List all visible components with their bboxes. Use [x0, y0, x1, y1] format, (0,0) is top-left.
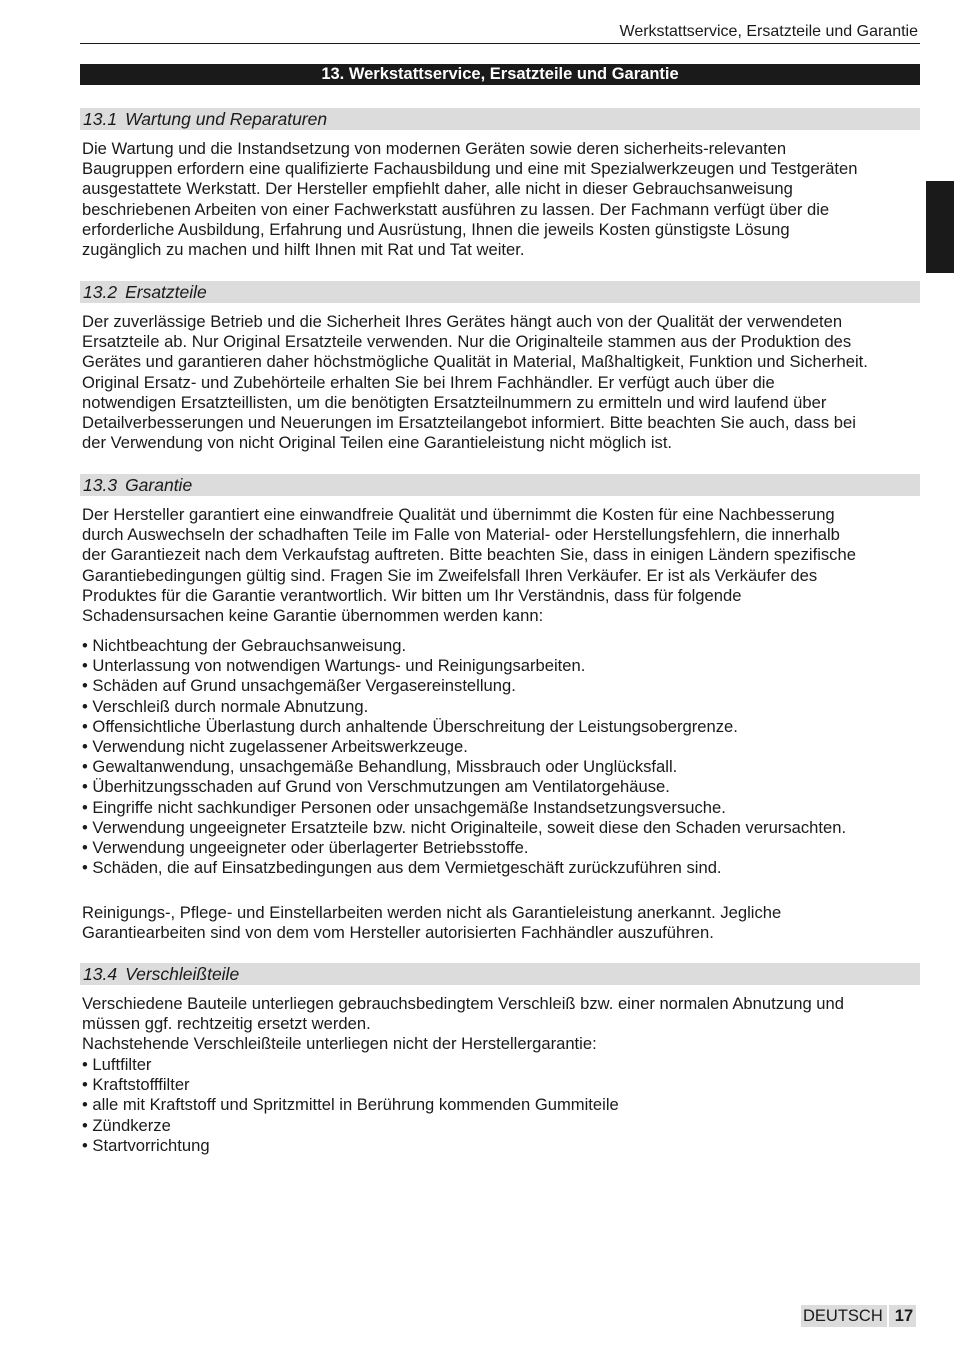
section-title: Verschleißteile	[125, 964, 240, 984]
list-item: • Luftfilter	[82, 1055, 922, 1075]
list-item: • Verwendung ungeeigneter Ersatzteile bzw. nicht Originalteile, soweit diese den Schaden verursachten.	[82, 818, 922, 838]
list-item: • Nichtbeachtung der Gebrauchsanweisung.	[82, 636, 922, 656]
list-item: • Zündkerze	[82, 1116, 922, 1136]
list-item: • alle mit Kraftstoff und Spritzmittel in Berührung kommenden Gummiteile	[82, 1095, 922, 1115]
page-number: 17	[889, 1305, 916, 1327]
list-item: • Eingriffe nicht sachkundiger Personen oder unsachgemäße Instandsetzungsversuche.	[82, 798, 922, 818]
running-header: Werkstattservice, Ersatzteile und Garantie	[619, 23, 918, 40]
section-title: Garantie	[125, 475, 193, 495]
page-footer	[801, 1305, 916, 1327]
section-number: 13.4	[83, 964, 118, 984]
list-item: • Offensichtliche Überlastung durch anhaltende Überschreitung der Leistungsobergrenze.	[82, 717, 922, 737]
list-item: • Schäden, die auf Einsatzbedingungen aus dem Vermietgeschäft zurückzuführen sind.	[82, 858, 922, 878]
verschleissteile-list	[82, 1055, 922, 1156]
section-title: Wartung und Reparaturen	[125, 109, 328, 129]
list-item: • Kraftstofffilter	[82, 1075, 922, 1095]
section-heading-ersatzteile	[80, 281, 920, 303]
list-item: • Startvorrichtung	[82, 1136, 922, 1156]
list-item: • Verschleiß durch normale Abnutzung.	[82, 697, 922, 717]
chapter-title: 13. Werkstattservice, Ersatzteile und Garantie	[80, 64, 920, 85]
section-number: 13.2	[83, 282, 118, 302]
section-heading-verschleissteile	[80, 963, 920, 985]
list-item: • Überhitzungsschaden auf Grund von Verschmutzungen am Ventilatorgehäuse.	[82, 777, 922, 797]
section-number: 13.3	[83, 475, 118, 495]
list-item: • Verwendung ungeeigneter oder überlagerter Betriebsstoffe.	[82, 838, 922, 858]
list-item: • Verwendung nicht zugelassener Arbeitswerkzeuge.	[82, 737, 922, 757]
footer-language: DEUTSCH	[801, 1305, 887, 1327]
section-text-ersatzteile: Der zuverlässige Betrieb und die Sicherheit Ihres Gerätes hängt auch von der Qualität der verwendeten Ersatzteile ab. Nur Original Ersatzteile verwenden. Nur die Originalteile stammen aus der Produktion des Gerätes und garantieren daher höchstmögliche Qualität in Material, Maßhaltigkeit, Funktion und Sicherheit. Original Ersatz- und Zubehörteile erhalten Sie bei Ihrem Fachhändler. Er verfügt auch über die notwendigen Ersatzteillisten, um die benötigten Ersatzteilnummern zu ermitteln und wird laufend über Detailverbesserungen und Neuerungen im Ersatzteilangebot informiert. Bitte beachten Sie auch, dass bei der Verwendung von nicht Original Teilen eine Garantieleistung nicht möglich ist.	[82, 312, 868, 453]
list-item: • Schäden auf Grund unsachgemäßer Vergasereinstellung.	[82, 676, 922, 696]
section-number: 13.1	[83, 109, 118, 129]
section-text-garantie: Der Hersteller garantiert eine einwandfreie Qualität und übernimmt die Kosten für eine Nachbesserung durch Auswechseln der schadhaften Teile im Falle von Material- oder Herstellungsfehlern, die innerhalb der Garantiezeit nach dem Verkaufstag auftreten. Bitte beachten Sie, dass in einigen Ländern spezifische Garantiebedingungen gültig sind. Fragen Sie im Zweifelsfall Ihren Verkäufer. Er ist als Verkäufer des Produktes für die Garantie verantwortlich. Wir bitten um Ihr Verständnis, dass für folgende Schadensursachen keine Garantie übernommen werden kann:	[82, 505, 856, 626]
list-item: • Gewaltanwendung, unsachgemäße Behandlung, Missbrauch oder Unglücksfall.	[82, 757, 922, 777]
section-text-wartung: Die Wartung und die Instandsetzung von modernen Geräten sowie deren sicherheits-relevanten Baugruppen erfordern eine qualifizierte Fachausbildung und eine mit Spezialwerkzeugen und Testgeräten ausgestattete Werkstatt. Der Hersteller empfiehlt daher, alle nicht in dieser Gebrauchsanweisung beschriebenen Arbeiten von einer Fachwerkstatt ausführen zu lassen. Der Fachmann verfügt über die erforderliche Ausbildung, Erfahrung und Ausrüstung, Ihnen die jeweils Kosten günstigste Lösung zugänglich zu machen und hilft Ihnen mit Rat und Tat weiter.	[82, 139, 858, 260]
section-heading-garantie	[80, 474, 920, 496]
header-rule	[80, 43, 920, 44]
chapter-thumb-tab	[926, 181, 954, 273]
section-heading-wartung	[80, 108, 920, 130]
list-item: • Unterlassung von notwendigen Wartungs- und Reinigungsarbeiten.	[82, 656, 922, 676]
garantie-closing-text: Reinigungs-, Pflege- und Einstellarbeiten werden nicht als Garantieleistung anerkannt. Jegliche Garantiearbeiten sind von dem vom Hersteller autorisierten Fachhändler auszuführen.	[82, 903, 782, 943]
section-text-verschleissteile: Verschiedene Bauteile unterliegen gebrauchsbedingtem Verschleiß bzw. einer normalen Abnutzung und müssen ggf. rechtzeitig ersetzt werden. Nachstehende Verschleißteile unterliegen nicht der Herstellergarantie:	[82, 994, 844, 1054]
garantie-exclusion-list	[82, 636, 922, 878]
section-title: Ersatzteile	[125, 282, 207, 302]
